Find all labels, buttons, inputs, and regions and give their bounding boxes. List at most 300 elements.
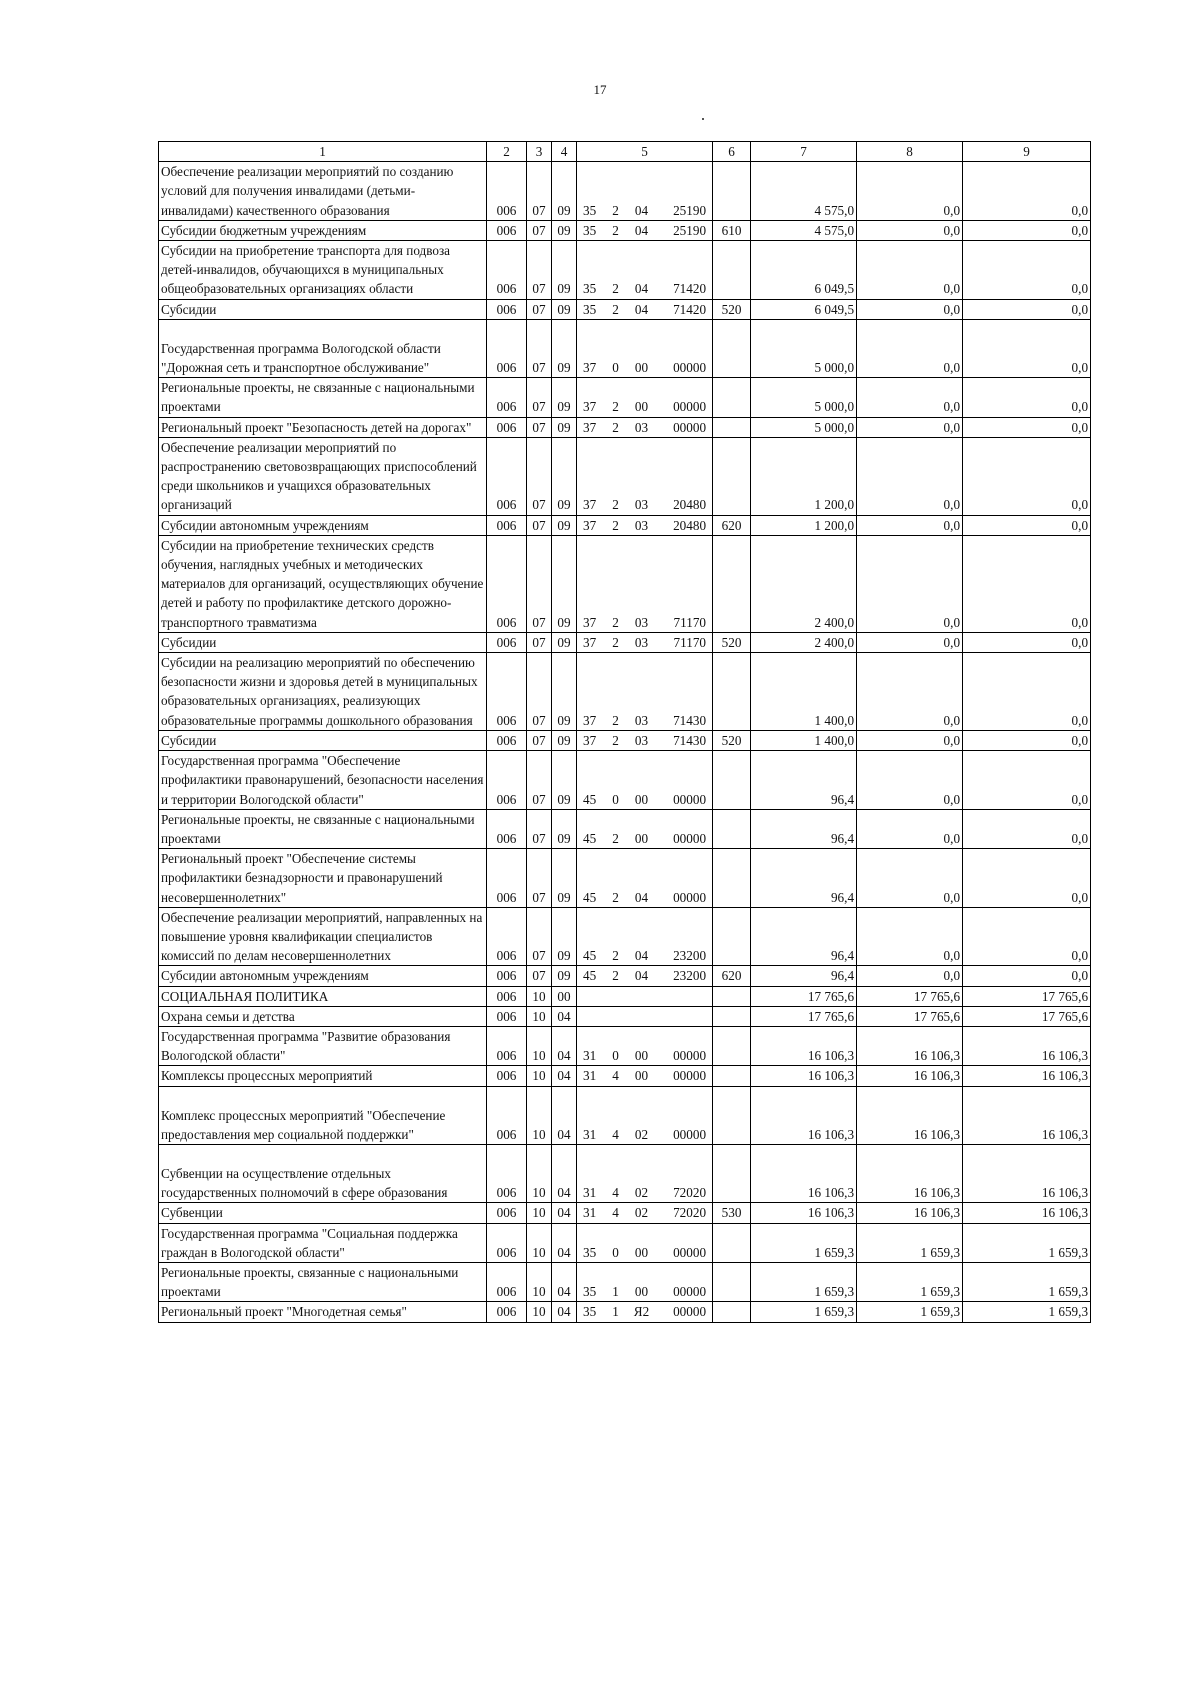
row-cell-p1: 37 xyxy=(577,535,605,632)
table-row xyxy=(159,1223,1091,1262)
row-cell-p2: 4 xyxy=(605,1144,627,1202)
row-cell-c8: 0,0 xyxy=(857,907,963,966)
row-cell-c6 xyxy=(713,1302,751,1322)
page-number: 17 xyxy=(593,82,607,97)
row-cell-p1: 31 xyxy=(577,1026,605,1065)
row-cell-c9: 0,0 xyxy=(963,515,1091,535)
row-cell-c2: 006 xyxy=(487,1026,527,1065)
header-row xyxy=(159,142,1091,162)
row-cell-p3: 04 xyxy=(627,241,657,300)
table-row xyxy=(159,966,1091,986)
row-cell-c9: 0,0 xyxy=(963,809,1091,848)
row-cell-p4: 00000 xyxy=(657,417,713,437)
row-cell-c4: 09 xyxy=(552,319,577,377)
row-name-cell: Субсидии бюджетным учреждениям xyxy=(159,220,487,240)
row-cell-p2: 2 xyxy=(605,809,627,848)
row-name-cell: Субсидии на реализацию мероприятий по обеспечению безопасности жизни и здоровья детей в муниципальных образовательных организациях, реализующих образовательные программы дошкольного образования xyxy=(159,653,487,731)
row-cell-p1: 37 xyxy=(577,378,605,417)
row-cell-c9: 0,0 xyxy=(963,535,1091,632)
row-cell-p3: 00 xyxy=(627,378,657,417)
row-cell-c3: 07 xyxy=(527,653,552,731)
table-row xyxy=(159,437,1091,515)
row-cell-p4: 00000 xyxy=(657,378,713,417)
row-cell-c4: 04 xyxy=(552,1006,577,1026)
row-cell-c8: 1 659,3 xyxy=(857,1223,963,1262)
row-cell-c2: 006 xyxy=(487,653,527,731)
row-cell-c3: 07 xyxy=(527,417,552,437)
row-cell-c9: 0,0 xyxy=(963,849,1091,908)
row-cell-c4: 09 xyxy=(552,515,577,535)
row-cell-c8: 0,0 xyxy=(857,299,963,319)
row-cell-c3: 07 xyxy=(527,299,552,319)
row-cell-c9: 0,0 xyxy=(963,299,1091,319)
row-cell-c9: 1 659,3 xyxy=(963,1302,1091,1322)
row-cell-c6 xyxy=(713,1026,751,1065)
table-row xyxy=(159,1302,1091,1322)
row-cell-c4: 04 xyxy=(552,1203,577,1223)
row-cell-p2: 2 xyxy=(605,966,627,986)
row-cell-c2: 006 xyxy=(487,299,527,319)
row-cell-c4: 09 xyxy=(552,535,577,632)
row-cell-c9: 16 106,3 xyxy=(963,1026,1091,1065)
row-cell-c3: 07 xyxy=(527,966,552,986)
row-cell-p4 xyxy=(657,1006,713,1026)
row-cell-c8: 16 106,3 xyxy=(857,1203,963,1223)
row-cell-c3: 10 xyxy=(527,1262,552,1301)
row-cell-p1: 35 xyxy=(577,162,605,221)
row-cell-p2: 1 xyxy=(605,1262,627,1301)
row-cell-c3: 10 xyxy=(527,1026,552,1065)
header-col-9: 9 xyxy=(963,142,1091,162)
row-cell-p2: 2 xyxy=(605,653,627,731)
row-cell-c2: 006 xyxy=(487,162,527,221)
row-cell-c6 xyxy=(713,809,751,848)
row-cell-p3: 02 xyxy=(627,1203,657,1223)
row-cell-c7: 16 106,3 xyxy=(751,1066,857,1086)
row-cell-c3: 10 xyxy=(527,1302,552,1322)
row-cell-c6: 520 xyxy=(713,299,751,319)
row-cell-c8: 1 659,3 xyxy=(857,1262,963,1301)
row-cell-c4: 09 xyxy=(552,809,577,848)
row-cell-c6 xyxy=(713,653,751,731)
row-cell-p1: 37 xyxy=(577,319,605,377)
row-cell-c8: 1 659,3 xyxy=(857,1302,963,1322)
row-cell-p1: 31 xyxy=(577,1066,605,1086)
row-cell-c2: 006 xyxy=(487,809,527,848)
table-row xyxy=(159,986,1091,1006)
row-cell-p3: 04 xyxy=(627,849,657,908)
row-cell-c3: 10 xyxy=(527,1223,552,1262)
row-cell-c7: 16 106,3 xyxy=(751,1026,857,1065)
row-cell-p2: 2 xyxy=(605,632,627,652)
row-cell-p1: 35 xyxy=(577,1262,605,1301)
row-cell-c2: 006 xyxy=(487,515,527,535)
row-cell-c8: 17 765,6 xyxy=(857,1006,963,1026)
row-cell-c3: 07 xyxy=(527,632,552,652)
row-cell-p1: 35 xyxy=(577,1223,605,1262)
header-col-1: 1 xyxy=(159,142,487,162)
row-cell-c3: 07 xyxy=(527,809,552,848)
row-cell-p2: 0 xyxy=(612,360,619,376)
row-cell-c7: 1 659,3 xyxy=(751,1302,857,1322)
row-cell-c6 xyxy=(713,378,751,417)
row-cell-c4: 00 xyxy=(552,986,577,1006)
row-cell-c7: 2 400,0 xyxy=(751,535,857,632)
row-cell-c2: 006 xyxy=(487,907,527,966)
table-row xyxy=(159,515,1091,535)
row-name-cell: Субвенции xyxy=(159,1203,487,1223)
row-cell-p1 xyxy=(577,1006,605,1026)
table-row xyxy=(159,751,1091,810)
row-name-cell: Комплексы процессных мероприятий xyxy=(159,1066,487,1086)
row-cell-c8: 0,0 xyxy=(857,730,963,750)
row-name-cell: Государственная программа "Развитие образования Вологодской области" xyxy=(159,1026,487,1065)
row-cell-p2: 2 xyxy=(605,849,627,908)
row-cell-c6 xyxy=(713,1223,751,1262)
row-cell-c4: 09 xyxy=(552,966,577,986)
row-cell-p4 xyxy=(657,986,713,1006)
row-cell-p4: 00000 xyxy=(657,1066,713,1086)
row-cell-c3: 10 xyxy=(527,1006,552,1026)
header-col-2: 2 xyxy=(487,142,527,162)
row-cell-c3: 07 xyxy=(527,378,552,417)
row-cell-p4: 71430 xyxy=(657,653,713,731)
row-cell-c2: 006 xyxy=(487,417,527,437)
row-cell-c2: 006 xyxy=(487,966,527,986)
table-row xyxy=(159,417,1091,437)
row-cell-c2: 006 xyxy=(487,1066,527,1086)
row-cell-c3: 07 xyxy=(527,162,552,221)
row-cell-c2: 006 xyxy=(487,220,527,240)
row-cell-p1: 31 xyxy=(577,1144,605,1202)
row-cell-c4: 09 xyxy=(552,220,577,240)
row-cell-c2: 006 xyxy=(487,986,527,1006)
header-col-5: 5 xyxy=(577,142,713,162)
row-cell-c9: 17 765,6 xyxy=(963,986,1091,1006)
row-cell-c4: 09 xyxy=(552,299,577,319)
row-cell-p1: 45 xyxy=(577,751,605,810)
row-cell-p3: 04 xyxy=(627,907,657,966)
row-cell-c7: 1 200,0 xyxy=(751,437,857,515)
row-name-cell: Субвенции на осуществление отдельных государственных полномочий в сфере образования xyxy=(159,1144,487,1202)
row-cell-c2: 006 xyxy=(487,1144,527,1202)
row-cell-c3: 10 xyxy=(527,1203,552,1223)
row-cell-c4: 09 xyxy=(552,751,577,810)
row-cell-c4: 04 xyxy=(552,1066,577,1086)
row-name-cell: Комплекс процессных мероприятий "Обеспечение предоставления мер социальной поддержки" xyxy=(159,1086,487,1144)
row-cell-c2: 006 xyxy=(487,241,527,300)
row-cell-p1: 37 xyxy=(577,515,605,535)
row-cell-c2: 006 xyxy=(487,1223,527,1262)
row-cell-c9: 16 106,3 xyxy=(963,1086,1091,1144)
row-cell-c4: 04 xyxy=(552,1302,577,1322)
row-cell-p1: 31 xyxy=(577,1203,605,1223)
row-name-cell: Обеспечение реализации мероприятий, направленных на повышение уровня квалификации специалистов комиссий по делам несовершеннолетних xyxy=(159,907,487,966)
row-cell-c9: 16 106,3 xyxy=(963,1203,1091,1223)
row-cell-c3: 07 xyxy=(527,849,552,908)
row-cell-c8: 16 106,3 xyxy=(857,1066,963,1086)
row-cell-c7: 5 000,0 xyxy=(751,319,857,377)
row-cell-c2: 006 xyxy=(487,437,527,515)
row-cell-p2: 0 xyxy=(605,1026,627,1065)
row-cell-p3: 02 xyxy=(627,1144,657,1202)
row-cell-c4: 09 xyxy=(552,632,577,652)
row-cell-c7: 1 659,3 xyxy=(751,1262,857,1301)
row-cell-c8: 0,0 xyxy=(857,220,963,240)
row-cell-p1: 37 xyxy=(577,653,605,731)
row-cell-p2: 0 xyxy=(612,791,619,807)
row-cell-c8: 16 106,3 xyxy=(857,1026,963,1065)
row-cell-p2: 2 xyxy=(605,535,627,632)
header-col-4: 4 xyxy=(552,142,577,162)
budget-table xyxy=(158,141,1091,1323)
row-cell-p3: 03 xyxy=(627,535,657,632)
row-cell-c3: 07 xyxy=(527,319,552,377)
row-cell-c6: 520 xyxy=(713,730,751,750)
row-cell-c6 xyxy=(713,437,751,515)
row-cell-c8: 0,0 xyxy=(857,809,963,848)
row-cell-c3: 10 xyxy=(527,1144,552,1202)
row-cell-c8: 0,0 xyxy=(857,751,963,810)
row-cell-c3: 07 xyxy=(527,241,552,300)
row-cell-p1: 45 xyxy=(577,849,605,908)
row-cell-c6 xyxy=(713,907,751,966)
row-cell-p3: 04 xyxy=(627,220,657,240)
row-cell-c8: 0,0 xyxy=(857,241,963,300)
row-cell-c7: 96,4 xyxy=(751,849,857,908)
table-row xyxy=(159,730,1091,750)
row-cell-c4: 09 xyxy=(552,653,577,731)
row-cell-c2: 006 xyxy=(487,1006,527,1026)
row-cell-c7: 16 106,3 xyxy=(751,1203,857,1223)
row-cell-c2: 006 xyxy=(487,1203,527,1223)
table-row xyxy=(159,907,1091,966)
row-cell-p2: 4 xyxy=(612,1126,619,1142)
row-cell-p1: 37 xyxy=(577,417,605,437)
row-cell-p4: 72020 xyxy=(657,1144,713,1202)
row-cell-p4: 00000 xyxy=(657,1086,713,1144)
row-cell-c9: 0,0 xyxy=(963,632,1091,652)
row-cell-c7: 1 400,0 xyxy=(751,730,857,750)
row-cell-c3: 07 xyxy=(527,437,552,515)
row-cell-c9: 0,0 xyxy=(963,907,1091,966)
table-row xyxy=(159,632,1091,652)
row-cell-p1: 35 xyxy=(577,220,605,240)
row-cell-p2: 4 xyxy=(605,1066,627,1086)
row-name-cell: Региональный проект "Безопасность детей на дорогах" xyxy=(159,417,487,437)
row-cell-c6 xyxy=(713,751,751,810)
table-row xyxy=(159,378,1091,417)
row-name-cell: Субсидии на приобретение транспорта для подвоза детей-инвалидов, обучающихся в муниципальных общеобразовательных организациях области xyxy=(159,241,487,300)
row-cell-p2 xyxy=(605,1006,627,1026)
row-cell-c9: 0,0 xyxy=(963,378,1091,417)
row-cell-c8: 0,0 xyxy=(857,437,963,515)
row-cell-c2: 006 xyxy=(487,730,527,750)
row-cell-c9: 0,0 xyxy=(963,319,1091,377)
row-cell-c9: 0,0 xyxy=(963,966,1091,986)
table-row xyxy=(159,162,1091,221)
row-name-cell: Государственная программа "Социальная поддержка граждан в Вологодской области" xyxy=(159,1223,487,1262)
row-cell-p3: 00 xyxy=(627,1262,657,1301)
row-cell-c9: 1 659,3 xyxy=(963,1223,1091,1262)
row-name-cell: СОЦИАЛЬНАЯ ПОЛИТИКА xyxy=(159,986,487,1006)
row-cell-c6 xyxy=(713,1262,751,1301)
row-cell-c4: 09 xyxy=(552,907,577,966)
row-cell-c8: 0,0 xyxy=(857,162,963,221)
table-row xyxy=(159,849,1091,908)
row-cell-c3: 07 xyxy=(527,220,552,240)
row-cell-p3: 04 xyxy=(627,162,657,221)
row-cell-p2: 2 xyxy=(605,730,627,750)
table-row xyxy=(159,1203,1091,1223)
row-cell-p4: 71430 xyxy=(657,730,713,750)
row-name-cell: Субсидии автономным учреждениям xyxy=(159,966,487,986)
row-cell-p1: 31 xyxy=(577,1086,605,1144)
row-cell-c7: 17 765,6 xyxy=(751,1006,857,1026)
row-cell-p1: 45 xyxy=(577,907,605,966)
table-row xyxy=(159,1086,1091,1144)
table-row xyxy=(159,1066,1091,1086)
row-cell-c7: 1 200,0 xyxy=(751,515,857,535)
row-cell-c7: 16 106,3 xyxy=(751,1086,857,1144)
row-cell-p4: 23200 xyxy=(657,966,713,986)
row-cell-c3: 07 xyxy=(527,751,552,810)
row-cell-c7: 4 575,0 xyxy=(751,162,857,221)
row-cell-c8: 0,0 xyxy=(857,966,963,986)
row-cell-p1: 37 xyxy=(577,632,605,652)
row-cell-p3: 04 xyxy=(627,966,657,986)
row-cell-c8: 0,0 xyxy=(857,535,963,632)
row-cell-p1 xyxy=(577,986,605,1006)
row-cell-p3: 00 xyxy=(627,809,657,848)
row-cell-p3: 03 xyxy=(627,653,657,731)
row-cell-p4: 23200 xyxy=(657,907,713,966)
row-cell-p4: 72020 xyxy=(657,1203,713,1223)
row-cell-c6: 530 xyxy=(713,1203,751,1223)
row-cell-p2: 2 xyxy=(605,299,627,319)
row-cell-p3: 00 xyxy=(634,791,649,807)
row-cell-p2: 1 xyxy=(605,1302,627,1322)
row-cell-c7: 96,4 xyxy=(751,907,857,966)
row-cell-c4: 04 xyxy=(552,1086,577,1144)
row-cell-p3 xyxy=(627,986,657,1006)
row-cell-p4: 00000 xyxy=(657,751,713,810)
row-cell-p3 xyxy=(627,1006,657,1026)
table-row xyxy=(159,299,1091,319)
table-row xyxy=(159,1026,1091,1065)
row-cell-c7: 6 049,5 xyxy=(751,299,857,319)
row-cell-p3: 03 xyxy=(627,632,657,652)
row-cell-c7: 4 575,0 xyxy=(751,220,857,240)
row-cell-c7: 16 106,3 xyxy=(751,1144,857,1202)
row-cell-p3: 04 xyxy=(627,299,657,319)
row-cell-p4: 00000 xyxy=(657,849,713,908)
row-cell-p2: 2 xyxy=(605,241,627,300)
row-cell-c9: 0,0 xyxy=(963,730,1091,750)
row-name-cell: Региональный проект "Многодетная семья" xyxy=(159,1302,487,1322)
row-cell-c6 xyxy=(713,849,751,908)
row-cell-c8: 0,0 xyxy=(857,378,963,417)
row-cell-p2: 4 xyxy=(605,1203,627,1223)
row-name-cell: Субсидии xyxy=(159,632,487,652)
row-cell-c2: 006 xyxy=(487,751,527,810)
row-cell-c4: 04 xyxy=(552,1223,577,1262)
row-cell-p1: 37 xyxy=(577,730,605,750)
row-name-cell: Региональный проект "Обеспечение системы профилактики безнадзорности и правонарушений несовершеннолетних" xyxy=(159,849,487,908)
row-cell-c9: 1 659,3 xyxy=(963,1262,1091,1301)
row-cell-p4: 71420 xyxy=(657,299,713,319)
row-cell-c6 xyxy=(713,1086,751,1144)
row-cell-c9: 0,0 xyxy=(963,162,1091,221)
row-cell-p2: 2 xyxy=(605,907,627,966)
row-cell-p4: 20480 xyxy=(657,515,713,535)
row-cell-p2: 2 xyxy=(605,515,627,535)
row-cell-c8: 0,0 xyxy=(857,653,963,731)
row-cell-c4: 04 xyxy=(552,1026,577,1065)
row-cell-c2: 006 xyxy=(487,319,527,377)
row-cell-c7: 96,4 xyxy=(751,809,857,848)
row-cell-p4: 00000 xyxy=(657,809,713,848)
row-cell-c4: 04 xyxy=(552,1262,577,1301)
row-cell-c2: 006 xyxy=(487,378,527,417)
row-cell-c3: 10 xyxy=(527,986,552,1006)
row-cell-c3: 07 xyxy=(527,535,552,632)
header-col-3: 3 xyxy=(527,142,552,162)
header-col-7: 7 xyxy=(751,142,857,162)
table-body xyxy=(159,162,1091,1322)
row-cell-c8: 0,0 xyxy=(857,515,963,535)
row-cell-c7: 5 000,0 xyxy=(751,378,857,417)
row-cell-p3: 00 xyxy=(627,1026,657,1065)
table-row xyxy=(159,1144,1091,1202)
row-cell-c3: 07 xyxy=(527,730,552,750)
scan-artifact-dot xyxy=(702,118,704,120)
row-cell-c7: 1 659,3 xyxy=(751,1223,857,1262)
header-col-8: 8 xyxy=(857,142,963,162)
row-cell-c7: 1 400,0 xyxy=(751,653,857,731)
row-cell-p2: 2 xyxy=(605,417,627,437)
header-col-6: 6 xyxy=(713,142,751,162)
row-cell-c7: 96,4 xyxy=(751,751,857,810)
row-cell-p2 xyxy=(605,986,627,1006)
row-cell-c6 xyxy=(713,1144,751,1202)
table-row xyxy=(159,220,1091,240)
row-cell-c9: 0,0 xyxy=(963,241,1091,300)
row-cell-p1: 35 xyxy=(577,1302,605,1322)
row-cell-p3: 03 xyxy=(627,730,657,750)
row-cell-p1: 35 xyxy=(577,241,605,300)
row-name-cell: Обеспечение реализации мероприятий по распространению световозвращающих приспособлений среди школьников и учащихся образовательных организаций xyxy=(159,437,487,515)
row-cell-c9: 0,0 xyxy=(963,417,1091,437)
row-cell-c6: 610 xyxy=(713,220,751,240)
row-cell-p4: 00000 xyxy=(657,1223,713,1262)
row-cell-c9: 16 106,3 xyxy=(963,1144,1091,1202)
table-row xyxy=(159,653,1091,731)
row-name-cell: Субсидии на приобретение технических средств обучения, наглядных учебных и методических материалов для организаций, осуществляющих обучение детей и работу по профилактике детского дорожно-транспортного травматизма xyxy=(159,535,487,632)
row-cell-c9: 16 106,3 xyxy=(963,1066,1091,1086)
row-cell-c2: 006 xyxy=(487,1262,527,1301)
row-cell-p4: 71170 xyxy=(657,535,713,632)
table-row xyxy=(159,1006,1091,1026)
row-cell-c4: 09 xyxy=(552,417,577,437)
row-cell-c7: 2 400,0 xyxy=(751,632,857,652)
row-name-cell: Государственная программа "Обеспечение профилактики правонарушений, безопасности населения и территории Вологодской области" xyxy=(159,751,487,810)
row-cell-c2: 006 xyxy=(487,632,527,652)
row-name-cell: Региональные проекты, не связанные с национальными проектами xyxy=(159,378,487,417)
table-row xyxy=(159,535,1091,632)
row-cell-p4: 25190 xyxy=(657,162,713,221)
row-name-cell: Субсидии автономным учреждениям xyxy=(159,515,487,535)
